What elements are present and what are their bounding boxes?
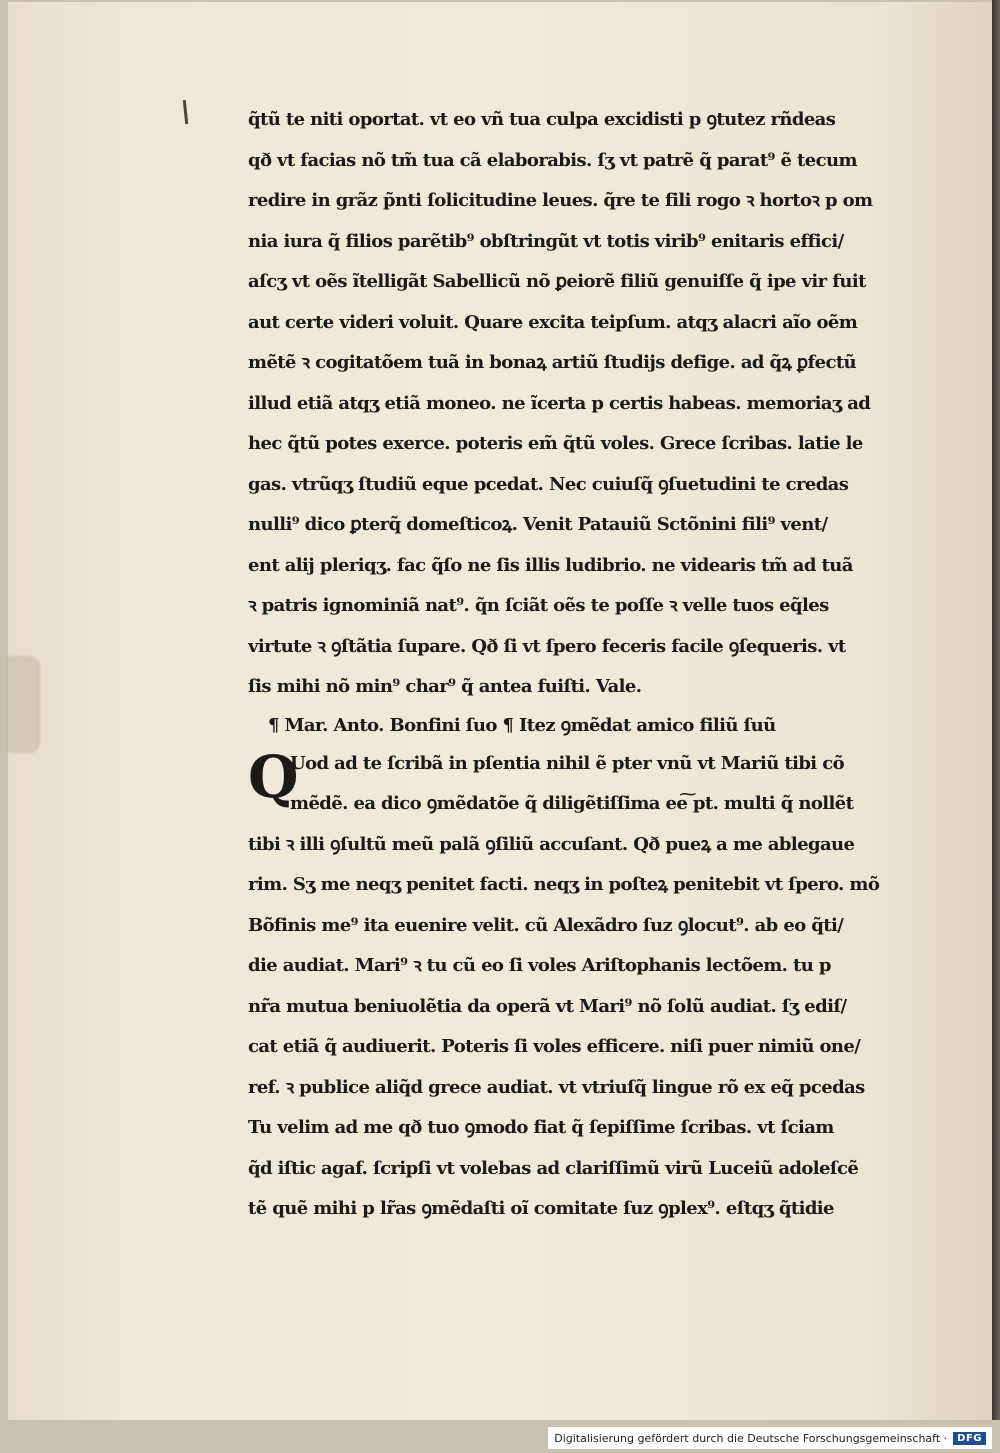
binding-tab xyxy=(8,657,38,752)
text-line: gas. vtrũqʒ ſtudiũ eque pcedat. Nec cuiuſq̃ ꝯſuetudini te credas xyxy=(248,473,849,495)
text-line: q̃tũ te niti oportat. vt eo vñ tua culpa excidisti p ꝯtutez rñdeas xyxy=(248,109,836,130)
page-edge-shadow xyxy=(992,0,1000,1420)
text-line: mẽtẽ ꝛ cogitatõem tuã in bonaꝝ artiũ ſtudijs defige. ad q̃ꝝ ꝑfectũ xyxy=(248,352,857,373)
text-line: hec q̃tũ potes exerce. poteris em̃ q̃tũ voles. Grece ſcribas. latie le xyxy=(248,433,863,454)
dfg-logo: DFG xyxy=(953,1432,986,1445)
text-line: q̃d iſtic agaf. ſcripſi vt volebas ad clariſſimũ virũ Luceiũ adoleſcẽ xyxy=(248,1157,859,1179)
text-line: ꝛ patris ignominiã nat⁹. q̃n ſciãt oẽs te poſſe ꝛ velle tuos eq̃les xyxy=(248,595,829,616)
text-line: tibi ꝛ illi ꝯſultũ meũ palã ꝯſiliũ accuſant. Qð pueꝝ a me ablegaue xyxy=(248,833,855,855)
digitization-footer xyxy=(548,1427,992,1449)
text-line: nr̃a mutua beniuolẽtia da operã vt Mari⁹ nõ ſolũ audiat. ſʒ ediſ/ xyxy=(248,995,847,1017)
text-line: nia iura q̃ filios parẽtib⁹ obſtringũt vt totis virib⁹ enitaris effici/ xyxy=(248,230,844,252)
initial-capital: Q xyxy=(248,742,299,811)
text-line: virtute ꝛ ꝯſtãtia ſupare. Qð ſi vt ſpero feceris facile ꝯſequeris. vt xyxy=(248,635,846,657)
text-line: Bõfinis me⁹ ita euenire velit. cũ Alexãdro ſuz ꝯlocut⁹. ab eo q̃ti/ xyxy=(248,914,844,936)
paragraph-1 xyxy=(248,100,888,708)
footer-text: Digitalisierung gefördert durch die Deutsche Forschungsgemeinschaft · xyxy=(554,1431,948,1445)
text-line: aſcʒ vt oẽs ĩtelligãt Sabellicũ nõ ꝑeiorẽ filiũ genuiſſe q̃ ipe vir fuit xyxy=(248,271,866,292)
text-line: ſis mihi nõ min⁹ char⁹ q̃ antea fuiſti. Vale. xyxy=(248,676,642,697)
paragraph-2 xyxy=(248,744,888,1230)
text-line: redire in grãz p̃nti ſolicitudine leues. q̃re te fili rogo ꝛ hortoꝛ p om xyxy=(248,190,873,211)
text-line: rim. Sʒ me neqʒ penitet facti. neqʒ in poſteꝝ penitebit vt ſpero. mõ xyxy=(248,874,880,895)
text-line: cat etiã q̃ audiuerit. Poteris ſi voles efficere. niſi puer nimiũ one/ xyxy=(248,1036,861,1057)
text-line: ref. ꝛ publice aliq̃d grece audiat. vt vtriuſq̃ lingue rõ ex eq̃ pcedas xyxy=(248,1076,865,1098)
text-line: Tu velim ad me qð tuo ꝯmodo fiat q̃ ſepiſſime ſcribas. vt ſciam xyxy=(248,1117,834,1138)
text-block xyxy=(248,100,888,1230)
text-line: ent alij pleriqʒ. fac q̃ſo ne ſis illis ludibrio. ne videaris tm̃ ad tuã xyxy=(248,554,853,576)
letter-heading: ¶ Mar. Anto. Bonfini ſuo ¶ Itez ꝯmẽdat amico filiũ ſuũ xyxy=(268,714,776,736)
text-line: aut certe videri voluit. Quare excita teipſum. atqʒ alacri aĩo oẽm xyxy=(248,311,858,333)
text-line: mẽdẽ. ea dico ꝯmẽdatõe q̃ diligẽtiſſima ee͠ pt. multi q̃ nollẽt xyxy=(290,793,854,814)
text-line: Uod ad te ſcribã in pſentia nihil ẽ pter vnũ vt Mariũ tibi cõ xyxy=(290,752,844,774)
text-line: qð vt facias nõ tm̃ tua cã elaborabis. ſʒ vt patrẽ q̃ parat⁹ ẽ tecum xyxy=(248,149,857,171)
text-line: illud etiã atqʒ etiã moneo. ne ĩcerta p certis habeas. memoriaʒ ad xyxy=(248,392,871,414)
text-line: nulli⁹ dico ꝑterq̃ domeſticoꝝ. Venit Patauiũ Sctõnini fili⁹ vent/ xyxy=(248,514,828,535)
text-line: tẽ quẽ mihi p lr̃as ꝯmẽdaſti oĩ comitate ſuz ꝯplex⁹. eſtqʒ q̃tidie xyxy=(248,1198,834,1219)
text-line: die audiat. Mari⁹ ꝛ tu cũ eo ſi voles Ariſtophanis lectõem. tu p xyxy=(248,955,831,976)
